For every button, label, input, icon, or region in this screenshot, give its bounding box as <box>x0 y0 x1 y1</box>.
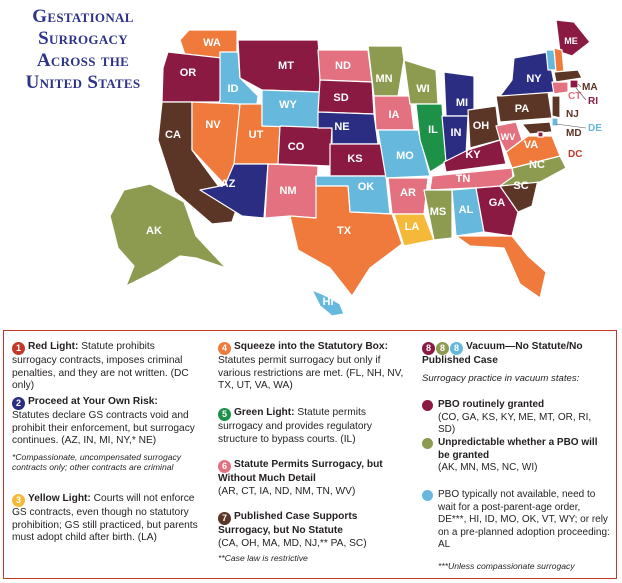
label-FL: FL <box>529 244 543 256</box>
label-KS: KS <box>347 153 363 165</box>
label-SD: SD <box>333 92 349 104</box>
label-OH: OH <box>472 120 490 132</box>
label-MD: MD <box>566 128 582 139</box>
label-TN: TN <box>455 173 471 185</box>
label-PA: PA <box>514 103 530 115</box>
label-NJ: NJ <box>566 109 579 120</box>
label-LA: LA <box>404 221 420 233</box>
label-MT: MT <box>278 60 294 72</box>
label-AK: AK <box>146 225 162 237</box>
legend-box <box>3 330 617 579</box>
label-AR: AR <box>400 187 416 199</box>
label-IN: IN <box>450 127 462 139</box>
label-MO: MO <box>396 150 414 162</box>
label-MA: MA <box>582 82 598 93</box>
label-CA: CA <box>165 129 181 141</box>
legend-red: 1 Red Light: Statute prohibits surrogacy contracts, imposes criminal penalties, and they are not written. (DC only) <box>12 341 189 391</box>
label-NY: NY <box>526 73 542 85</box>
label-VA: VA <box>523 139 539 151</box>
state-NH[interactable] <box>554 48 564 72</box>
label-GA: GA <box>488 197 506 209</box>
label-ND: ND <box>335 60 351 72</box>
label-KY: KY <box>465 149 481 161</box>
label-ME: ME <box>564 36 578 46</box>
label-AL: AL <box>458 204 474 216</box>
label-AZ: AZ <box>220 178 236 190</box>
label-NE: NE <box>334 121 350 133</box>
label-TX: TX <box>336 225 352 237</box>
legend-yellow: 3 Yellow Light: Courts will not enforce GS contracts, even though no statutory prohibition; GS still practiced, but parents must adopt child after birth. (LA) <box>12 493 198 543</box>
vacuum-olive: Unpredictable whether a PBO will be granted (AK, MN, MS, NC, WI) <box>422 437 610 475</box>
label-UT: UT <box>248 129 264 141</box>
state-DC[interactable] <box>538 132 543 137</box>
state-CT[interactable] <box>552 82 568 94</box>
label-MI: MI <box>455 97 469 109</box>
label-WA: WA <box>203 37 221 49</box>
label-RI: RI <box>588 96 598 107</box>
label-NC: NC <box>529 159 545 171</box>
label-IA: IA <box>388 109 400 121</box>
label-NV: NV <box>205 119 221 131</box>
legend-green: 5 Green Light: Statute permits surrogacy and provides regulatory structure to bypass courts. (IL) <box>218 407 373 445</box>
label-HI: HI <box>322 296 334 308</box>
vacuum-blue: PBO typically not available, need to wait for a post-parent-age order, DE***, HI, ID, MO, OK, VT, WY; or rely on a pre-planned adoption proceeding: AL <box>422 489 610 552</box>
state-CO[interactable] <box>278 126 332 166</box>
label-MS: MS <box>429 206 447 218</box>
label-DE: DE <box>588 123 602 134</box>
state-MD[interactable] <box>522 122 552 134</box>
label-ID: ID <box>227 83 239 95</box>
map-title: Gestational Surrogacy Across the United States <box>25 6 141 93</box>
legend-orange: 4 Squeeze into the Statutory Box: Statutes permit surrogacy but only if various restrictions are met. (FL, NH, NV, TX, UT, VA, WA) <box>218 341 404 391</box>
legend-navy: 2 Proceed at Your Own Risk: Statutes declare GS contracts void and prohibit their enforcement, but surrogacy continues. (AZ, IN, MI, NY,* NE) *Compassionate, uncompensated surrogacy contracts only; other contracts are criminal <box>12 396 195 472</box>
legend-brown: 7 Published Case Supports Surrogacy, but No Statute (CA, OH, MA, MD, NJ,** PA, SC) **Case law is restrictive <box>218 511 367 563</box>
label-MN: MN <box>375 73 393 85</box>
label-WY: WY <box>279 99 297 111</box>
label-NM: NM <box>279 185 297 197</box>
label-CO: CO <box>287 141 305 153</box>
state-RI[interactable] <box>570 80 578 88</box>
label-WI: WI <box>416 83 430 95</box>
label-DC: DC <box>568 149 583 160</box>
label-OR: OR <box>179 67 197 79</box>
legend-vacuum: 8 8 8 Vacuum—No Statute/No Published Case Surrogacy practice in vacuum states: PBO routinely granted (CO, GA, KS, KY, ME, MT, OR, RI, SD) Unpredictable whether a PBO will be granted (AK, MN, MS, NC, WI) PBO typically not available, need to wait for a post-parent-age order, DE***, HI, ID, MO, OK, VT, WY; or rely on a pre-planned adoption proceeding: AL ***Unless compassionate surrogacy <box>422 341 610 571</box>
state-NJ[interactable] <box>552 96 560 118</box>
label-SC: SC <box>513 180 529 192</box>
legend-pink: 6 Statute Permits Surrogacy, but Without Much Detail (AR, CT, IA, ND, NM, TN, WV) <box>218 459 383 497</box>
state-MN[interactable] <box>368 46 404 96</box>
label-OK: OK <box>357 181 375 193</box>
state-WI[interactable] <box>404 60 438 104</box>
label-CT: CT <box>568 91 582 102</box>
state-DE[interactable] <box>552 118 558 126</box>
vacuum-red: PBO routinely granted (CO, GA, KS, KY, ME, MT, OR, RI, SD) <box>422 399 610 437</box>
label-IL: IL <box>428 124 438 136</box>
label-WV: WV <box>500 132 516 142</box>
